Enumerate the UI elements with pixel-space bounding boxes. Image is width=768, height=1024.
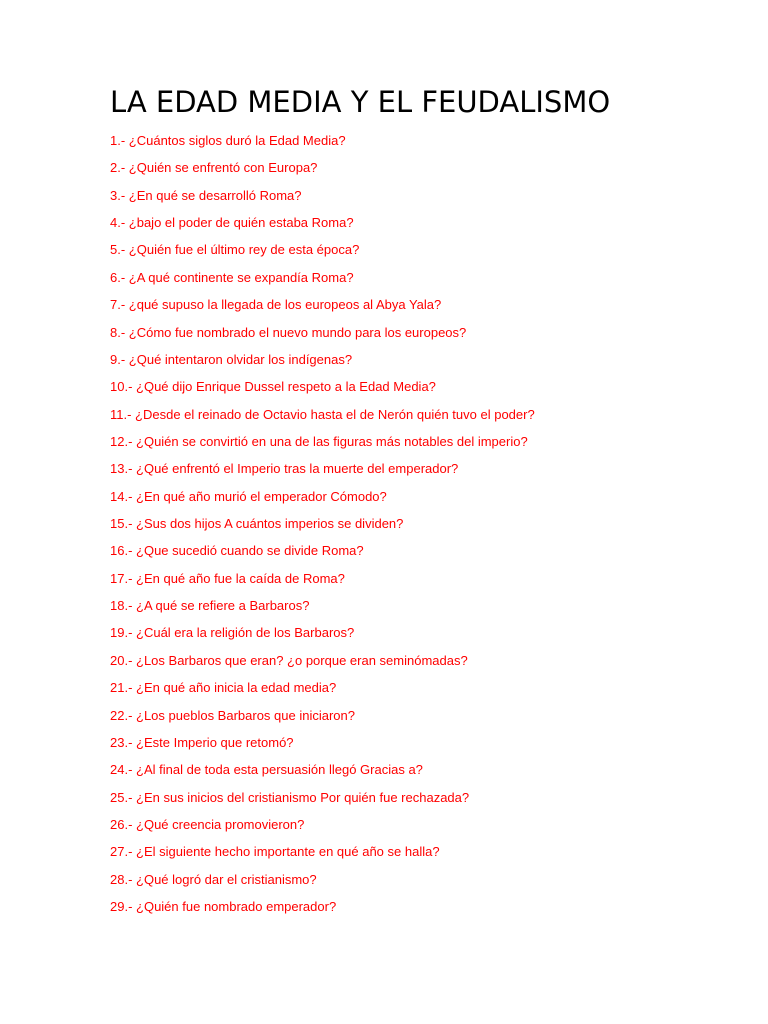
question-item: 18.- ¿A qué se refiere a Barbaros? [110, 598, 310, 614]
question-item: 21.- ¿En qué año inicia la edad media? [110, 680, 337, 696]
question-item: 26.- ¿Qué creencia promovieron? [110, 816, 305, 832]
question-item: 22.- ¿Los pueblos Barbaros que iniciaron? [110, 707, 355, 723]
question-item: 8.- ¿Cómo fue nombrado el nuevo mundo para los europeos? [110, 324, 467, 340]
question-item: 23.- ¿Este Imperio que retomó? [110, 734, 294, 750]
question-item: 27.- ¿El siguiente hecho importante en qué año se halla? [110, 844, 440, 860]
document-title: LA EDAD MEDIA Y EL FEUDALISMO [110, 85, 611, 119]
question-item: 17.- ¿En qué año fue la caída de Roma? [110, 570, 345, 586]
question-item: 24.- ¿Al final de toda esta persuasión llegó Gracias a? [110, 762, 423, 778]
question-item: 9.- ¿Qué intentaron olvidar los indígenas? [110, 351, 353, 367]
question-item: 4.- ¿bajo el poder de quién estaba Roma? [110, 215, 354, 231]
question-item: 20.- ¿Los Barbaros que eran? ¿o porque eran seminómadas? [110, 652, 468, 668]
question-item: 5.- ¿Quién fue el último rey de esta época? [110, 242, 360, 258]
question-item: 28.- ¿Qué logró dar el cristianismo? [110, 871, 317, 887]
question-item: 12.- ¿Quién se convirtió en una de las figuras más notables del imperio? [110, 433, 528, 449]
question-item: 2.- ¿Quién se enfrentó con Europa? [110, 160, 318, 176]
question-item: 14.- ¿En qué año murió el emperador Cómodo? [110, 488, 387, 504]
question-item: 7.- ¿qué supuso la llegada de los europeos al Abya Yala? [110, 297, 442, 313]
question-item: 6.- ¿A qué continente se expandía Roma? [110, 269, 354, 285]
question-item: 3.- ¿En qué se desarrolló Roma? [110, 187, 302, 203]
question-item: 25.- ¿En sus inicios del cristianismo Por quién fue rechazada? [110, 789, 470, 805]
question-item: 29.- ¿Quién fue nombrado emperador? [110, 899, 337, 915]
question-item: 11.- ¿Desde el reinado de Octavio hasta el de Nerón quién tuvo el poder? [110, 406, 535, 422]
question-item: 13.- ¿Qué enfrentó el Imperio tras la muerte del emperador? [110, 461, 459, 477]
question-item: 19.- ¿Cuál era la religión de los Barbaros? [110, 625, 355, 641]
question-list [110, 127, 535, 920]
question-item: 15.- ¿Sus dos hijos A cuántos imperios se dividen? [110, 516, 404, 532]
question-item: 10.- ¿Qué dijo Enrique Dussel respeto a la Edad Media? [110, 379, 436, 395]
question-item: 1.- ¿Cuántos siglos duró la Edad Media? [110, 133, 346, 148]
question-item: 16.- ¿Que sucedió cuando se divide Roma? [110, 543, 364, 559]
